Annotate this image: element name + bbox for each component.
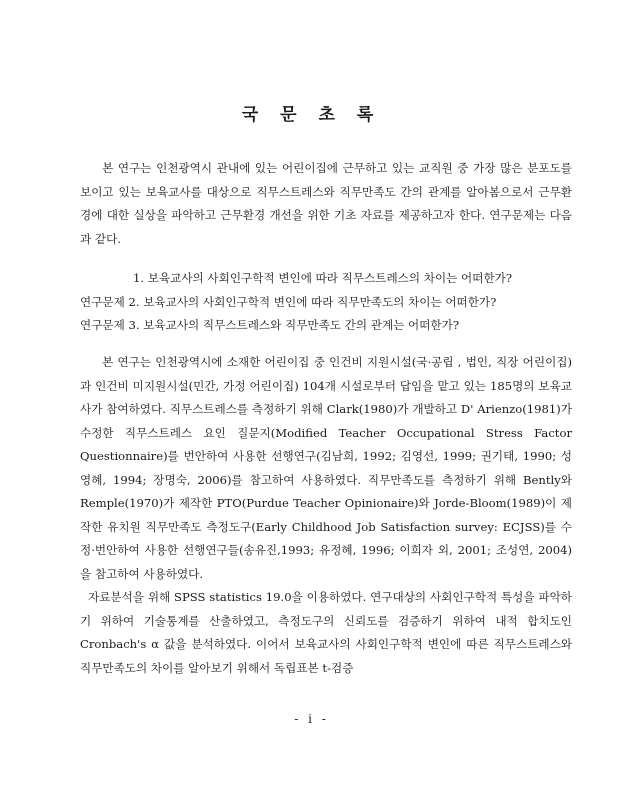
method-paragraph: 본 연구는 인천광역시에 소재한 어린이집 중 인건비 지원시설(국·공립 , 법인, 직장 어린이집)과 인건비 미지원시설(민간, 가정 어린이집) 104개 시설로부터 답임을 맡고 있는 185명의 보육교사가 참여하였다. 직무스트레스를 측정하기 위해 Clark(1980)가 개발하고 D' Arienzo(1981)가 수정한 직무스트레스 요인 질문지(Modified Teacher Occupational Stress Factor Questionnaire)를 번안하여 사용한 선행연구(김남희, 1992; 김영선, 1999; 권기태, 1990; 성영혜, 1994; 장명숙, 2006)를 참고하여 사용하였다. 직무만족도를 측정하기 위해 Bently와 Remple(1970)가 제작한 PTO(Purdue Teacher Opinionaire)와 Jorde-Bloom(1989)이 제작한 유치원 직무만족도 측정도구(Early Childhood Job Satisfaction survey: ECJSS)를 수정·번안하여 사용한 선행연구들(송유진,1993; 유정혜, 1996; 이희자 외, 2001; 조성연, 2004)을 참고하여 사용하였다. [80, 355, 572, 581]
intro-section [80, 157, 572, 251]
method-section [80, 351, 572, 680]
research-question-2: 연구문제 2. 보육교사의 사회인구학적 변인에 따라 직무만족도의 차이는 어떠한가? [80, 294, 497, 309]
research-question-3: 연구문제 3. 보육교사의 직무스트레스와 직무만족도 간의 관계는 어떠한가? [80, 318, 460, 332]
page-number: - i - [294, 712, 329, 726]
analysis-paragraph: 자료분석을 위해 SPSS statistics 19.0을 이용하였다. 연구대상의 사회인구학적 특성을 파악하기 위하여 기술통계를 산출하였고, 측정도구의 신뢰도를 검증하기 위하여 내적 합치도인 Cronbach's α 값을 분석하였다. 이어서 보육교사의 사회인구학적 변인에 따른 직무스트레스와 직무만족도의 차이를 알아보기 위해서 독립표본 t-검증 [80, 590, 572, 675]
intro-paragraph: 본 연구는 인천광역시 관내에 있는 어린이집에 근무하고 있는 교직원 중 가장 많은 분포도를 보이고 있는 보육교사를 대상으로 직무스트레스와 직무만족도 간의 관계를 알아봄으로서 근무환경에 대한 실상을 파악하고 근무환경 개선을 위한 기초 자료를 제공하고자 한다. 연구문제는 다음과 같다. [80, 161, 572, 246]
abstract-title: 국 문 초 록 [241, 105, 382, 125]
research-question-1: 1. 보육교사의 사회인구학적 변인에 따라 직무스트레스의 차이는 어떠한가? [133, 271, 513, 285]
research-questions-list [80, 267, 580, 338]
